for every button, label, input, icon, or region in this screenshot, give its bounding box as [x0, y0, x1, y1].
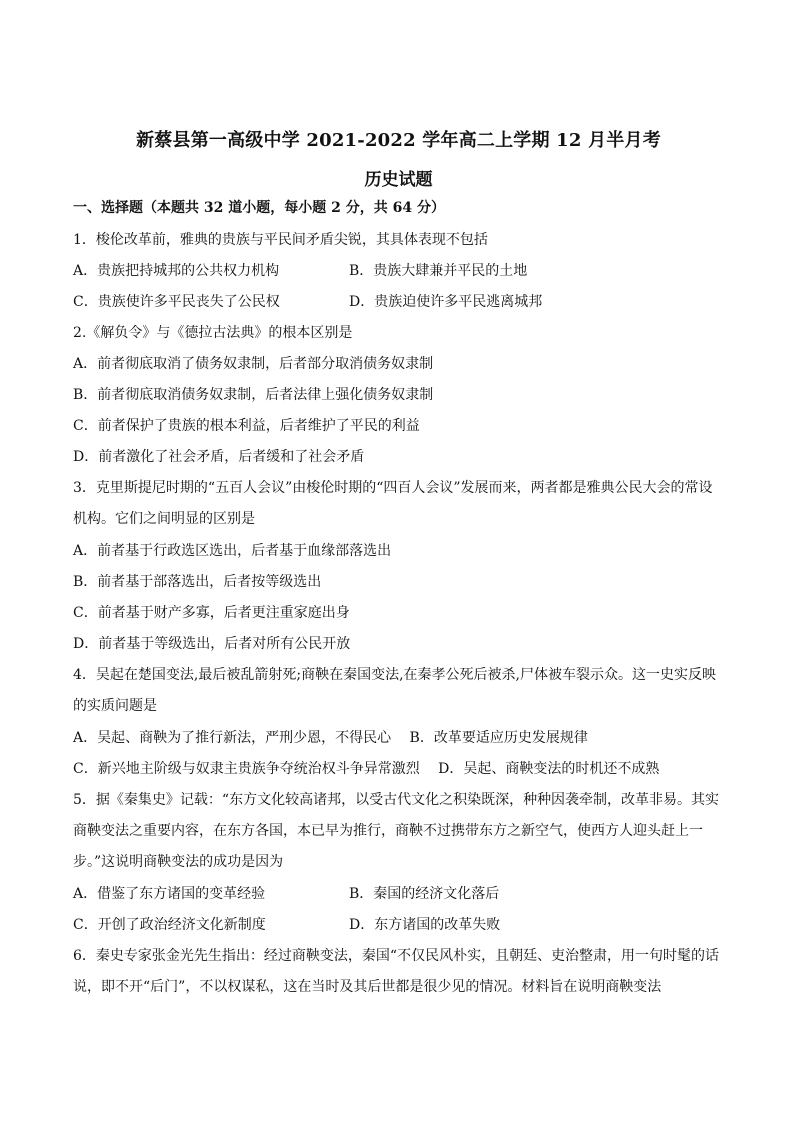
question-2-option-b: B．前者彻底取消债务奴隶制，后者法律上强化债务奴隶制	[73, 387, 434, 403]
question-3-option-d: D．前者基于等级选出，后者对所有公民开放	[73, 636, 351, 652]
exam-subtitle: 历史试题	[364, 170, 433, 190]
question-2-option-a: A．前者彻底取消了债务奴隶制，后者部分取消债务奴隶制	[73, 356, 434, 372]
question-1-option-a: A．贵族把持城邦的公共权力机构	[73, 263, 280, 279]
question-2-option-c: C．前者保护了贵族的根本利益，后者维护了平民的利益	[73, 418, 420, 434]
question-5-stem: 5．据《秦集史》记载：“东方文化较高诸邦，以受古代文化之积染既深，种种因袭牵制，改革非易。其实商鞅变法之重要内容，在东方各国，本已早为推行，商鞅不过携带东方之新空气，使西方人迎头赶上一步。”这说明商鞅变法的成功是因为	[73, 792, 720, 870]
question-1	[73, 230, 724, 312]
question-5-option-a: A．借鉴了东方诸国的变革经验	[73, 886, 266, 902]
exam-title: 新蔡县第一高级中学 2021-2022 学年高二上学期 12 月半月考	[136, 130, 661, 151]
question-4-options-cd: C．新兴地主阶级与奴隶主贵族争夺统治权斗争异常激烈 D．吴起、商鞅变法的时机还不成熟	[73, 761, 660, 777]
question-3-option-c: C．前者基于财产多寡，后者更注重家庭出身	[73, 605, 350, 621]
question-1-option-c: C．贵族使许多平民丧失了公民权	[73, 294, 280, 310]
question-3-option-b: B．前者基于部落选出，后者按等级选出	[73, 574, 322, 590]
question-4-options-ab: A．吴起、商鞅为了推行新法，严刑少恩，不得民心 B．改革要适应历史发展规律	[73, 730, 588, 746]
question-6	[73, 941, 724, 1003]
question-1-option-d: D．贵族迫使许多平民逃离城邦	[349, 294, 543, 310]
question-2-stem: 2.《解负令》与《德拉古法典》的根本区别是	[73, 325, 353, 341]
question-2-option-d: D．前者激化了社会矛盾，后者缓和了社会矛盾	[73, 449, 365, 465]
question-5-option-c: C．开创了政治经济文化新制度	[73, 917, 266, 933]
question-4	[73, 660, 724, 779]
question-5-option-d: D．东方诸国的改革失败	[349, 917, 501, 933]
question-2	[73, 323, 724, 467]
question-5-option-b: B．秦国的经济文化落后	[349, 886, 500, 902]
section-heading: 一、选择题（本题共 32 道小题，每小题 2 分，共 64 分）	[73, 200, 445, 216]
question-3-option-a: A．前者基于行政选区选出，后者基于血缘部落选出	[73, 543, 392, 559]
question-1-option-b: B．贵族大肆兼并平民的土地	[349, 263, 528, 279]
question-4-stem: 4．吴起在楚国变法,最后被乱箭射死;商鞅在秦国变法,在秦孝公死后被杀,尸体被车裂示众。这一史实反映的实质问题是	[73, 667, 716, 714]
question-5-options-cd	[73, 915, 724, 935]
question-1-stem: 1．梭伦改革前，雅典的贵族与平民间矛盾尖锐，其具体表现不包括	[73, 232, 488, 248]
question-6-stem: 6．秦史专家张金光先生指出：经过商鞅变法，秦国“不仅民风朴实，且朝廷、吏治整肃，用一句时髦的话说，即不开“后门”，不以权谋私，这在当时及其后世都是很少见的情况。材料旨在说明商鞅变法	[73, 948, 720, 995]
question-5	[73, 785, 724, 935]
question-1-options-ab	[73, 261, 724, 281]
question-3	[73, 473, 724, 654]
question-3-stem: 3．克里斯提尼时期的“五百人会议”由梭伦时期的“四百人会议”发展而来，两者都是雅典公民大会的常设机构。它们之间明显的区别是	[73, 480, 713, 527]
question-5-options-ab	[73, 884, 724, 904]
question-1-options-cd	[73, 292, 724, 312]
